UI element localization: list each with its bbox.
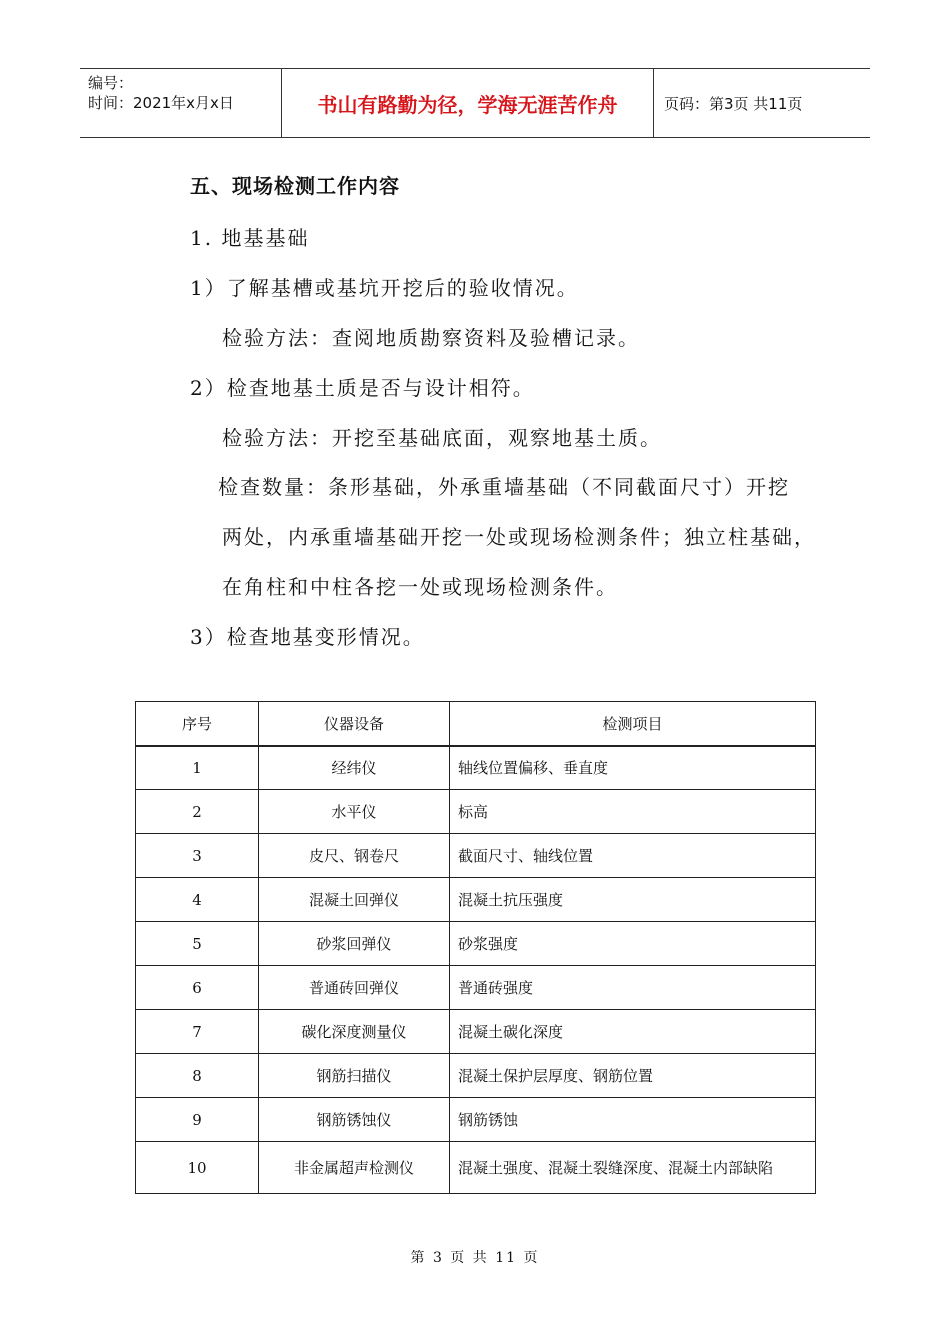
row-index: 7	[136, 1010, 259, 1054]
row-equipment: 水平仪	[259, 790, 450, 834]
table-row	[136, 790, 816, 834]
row-test-item: 混凝土抗压强度	[450, 878, 816, 922]
page-footer: 第 3 页 共 11 页	[410, 1250, 540, 1266]
body-line-5: 检验方法：开挖至基础底面，观察地基土质。	[222, 426, 662, 450]
header-equipment: 仪器设备	[259, 702, 450, 746]
body-line-1: 1. 地基基础	[190, 226, 310, 250]
row-equipment: 混凝土回弹仪	[259, 878, 450, 922]
row-equipment: 钢筋锈蚀仪	[259, 1098, 450, 1142]
table-row	[136, 834, 816, 878]
row-index: 2	[136, 790, 259, 834]
row-equipment: 皮尺、钢卷尺	[259, 834, 450, 878]
row-test-item: 普通砖强度	[450, 966, 816, 1010]
row-index: 9	[136, 1098, 259, 1142]
row-test-item: 轴线位置偏移、垂直度	[450, 746, 816, 790]
table-row	[136, 1098, 816, 1142]
row-equipment: 经纬仪	[259, 746, 450, 790]
row-equipment: 普通砖回弹仪	[259, 966, 450, 1010]
header-test-item: 检测项目	[450, 702, 816, 746]
row-index: 3	[136, 834, 259, 878]
table-row	[136, 1010, 816, 1054]
row-equipment: 砂浆回弹仪	[259, 922, 450, 966]
body-line-8: 在角柱和中柱各挖一处或现场检测条件。	[222, 575, 618, 599]
row-test-item: 混凝土保护层厚度、钢筋位置	[450, 1054, 816, 1098]
row-test-item: 标高	[450, 790, 816, 834]
table-header-row	[136, 702, 816, 746]
table-row	[136, 922, 816, 966]
table-row	[136, 966, 816, 1010]
document-date: 时间：2021年x月x日	[88, 94, 234, 112]
row-index: 10	[136, 1142, 259, 1194]
header-motto: 书山有路勤为径，学海无涯苦作舟	[282, 69, 654, 137]
row-index: 8	[136, 1054, 259, 1098]
body-line-4: 2）检查地基土质是否与设计相符。	[190, 376, 535, 400]
table-row	[136, 1142, 816, 1194]
row-index: 1	[136, 746, 259, 790]
body-line-7: 两处，内承重墙基础开挖一处或现场检测条件；独立柱基础，	[222, 525, 816, 549]
row-index: 6	[136, 966, 259, 1010]
row-index: 5	[136, 922, 259, 966]
row-equipment: 碳化深度测量仪	[259, 1010, 450, 1054]
row-index: 4	[136, 878, 259, 922]
body-line-9: 3）检查地基变形情况。	[190, 625, 425, 649]
body-line-6: 检查数量：条形基础，外承重墙基础（不同截面尺寸）开挖	[218, 475, 790, 499]
table-row	[136, 878, 816, 922]
row-test-item: 混凝土强度、混凝土裂缝深度、混凝土内部缺陷	[450, 1142, 816, 1194]
row-equipment: 非金属超声检测仪	[259, 1142, 450, 1194]
page-header	[80, 68, 870, 138]
body-line-2: 1）了解基槽或基坑开挖后的验收情况。	[190, 276, 579, 300]
row-test-item: 砂浆强度	[450, 922, 816, 966]
table-row	[136, 746, 816, 790]
row-test-item: 钢筋锈蚀	[450, 1098, 816, 1142]
row-test-item: 混凝土碳化深度	[450, 1010, 816, 1054]
table-row	[136, 1054, 816, 1098]
header-meta	[80, 69, 282, 137]
equipment-table	[135, 701, 816, 1194]
body-line-3: 检验方法：查阅地质勘察资料及验槽记录。	[222, 326, 640, 350]
header-page-info: 页码：第3页 共11页	[664, 94, 803, 113]
header-index: 序号	[136, 702, 259, 746]
row-test-item: 截面尺寸、轴线位置	[450, 834, 816, 878]
document-number-label: 编号：	[88, 74, 134, 92]
row-equipment: 钢筋扫描仪	[259, 1054, 450, 1098]
section-title: 五、现场检测工作内容	[190, 174, 400, 198]
